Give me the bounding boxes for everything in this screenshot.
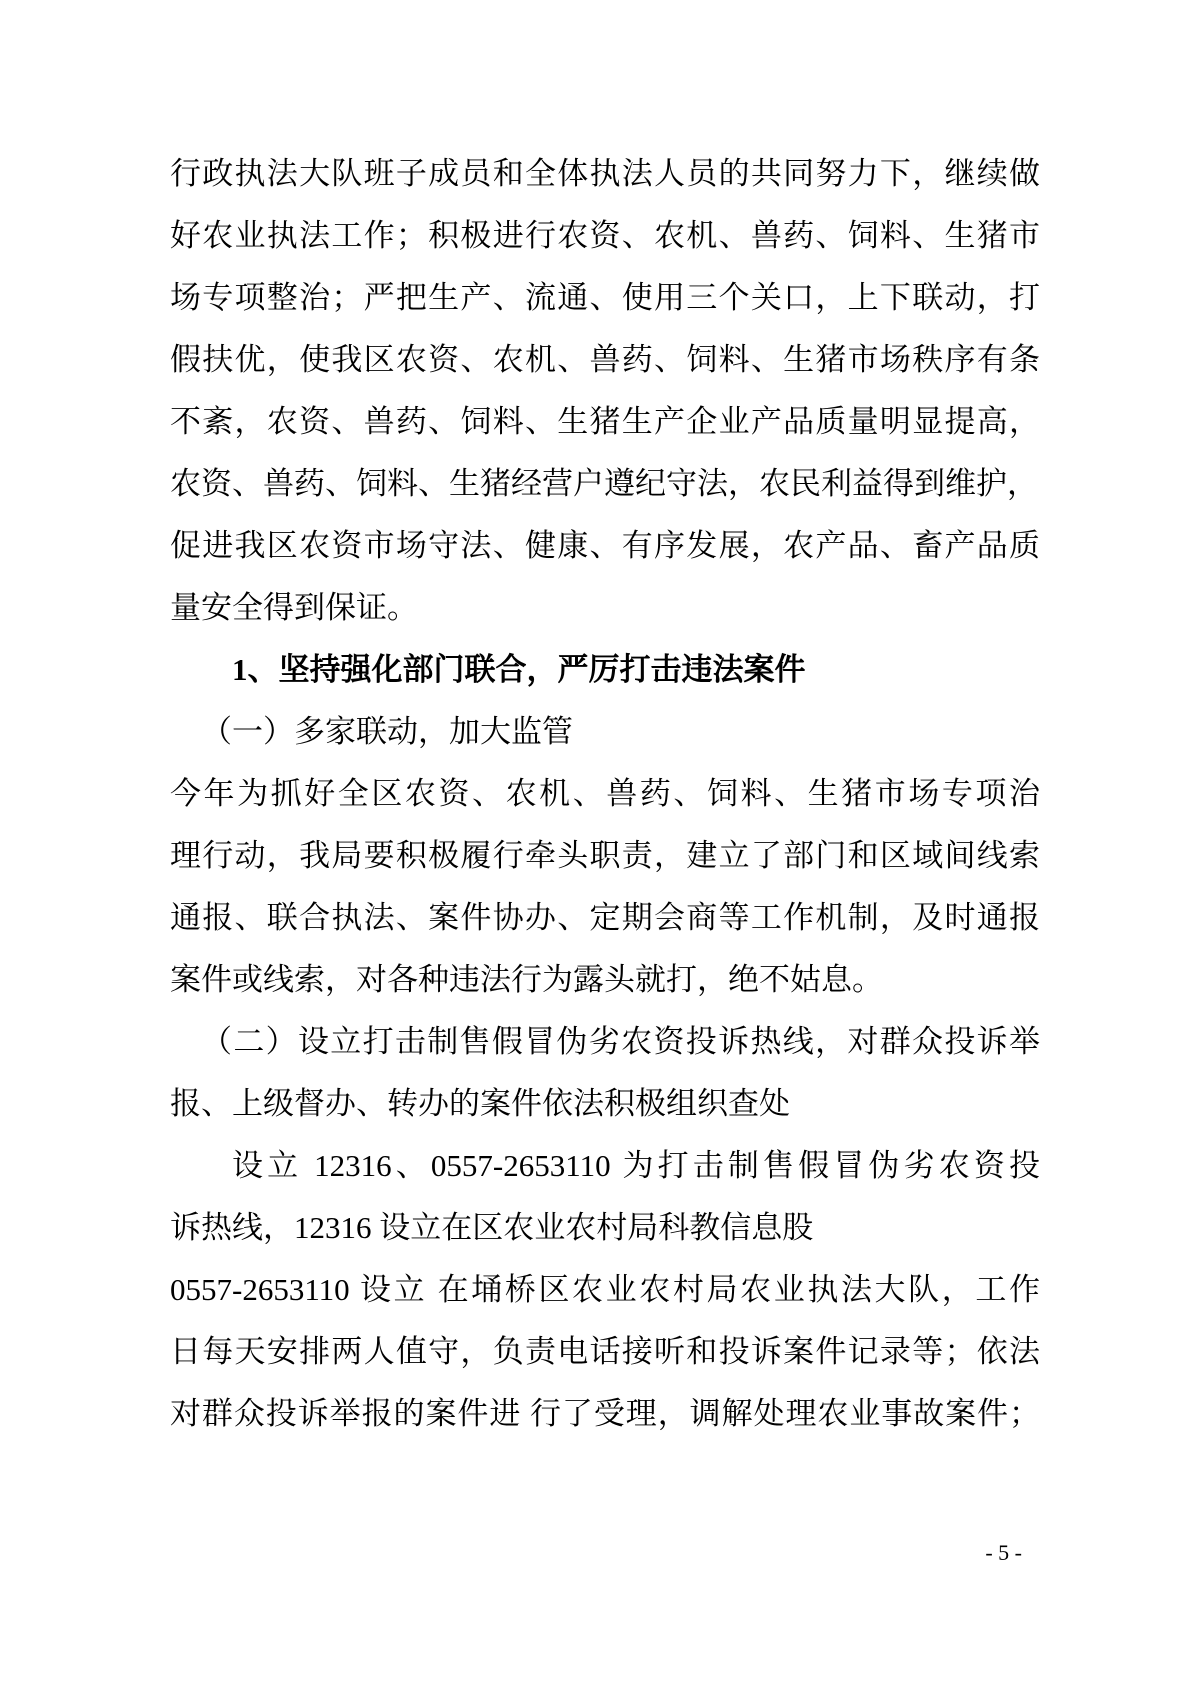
text-line: 今年为抓好全区农资、农机、兽药、饲料、生猪市场专项治 [170, 776, 1040, 811]
document-body [170, 143, 1040, 1445]
text-line: 好农业执法工作；积极进行农资、农机、兽药、饲料、生猪市 [170, 218, 1040, 253]
text-line: 报、上级督办、转办的案件依法积极组织查处 [170, 1086, 790, 1121]
section-heading: 1、坚持强化部门联合，严厉打击违法案件 [232, 652, 806, 687]
text-line: 0557-2653110 设立 在埇桥区农业农村局农业执法大队，工作 [170, 1272, 1040, 1307]
text-line: 不紊，农资、兽药、饲料、生猪生产企业产品质量明显提高， [170, 404, 1040, 439]
text-line: 场专项整治；严把生产、流通、使用三个关口，上下联动，打 [170, 280, 1040, 315]
text-line: 日每天安排两人值守，负责电话接听和投诉案件记录等；依法 [170, 1334, 1040, 1369]
text-line: 对群众投诉举报的案件进 行了受理，调解处理农业事故案件； [170, 1396, 1040, 1431]
text-line: 诉热线，12316 设立在区农业农村局科教信息股 [170, 1210, 814, 1245]
text-line: 假扶优，使我区农资、农机、兽药、饲料、生猪市场秩序有条 [170, 342, 1040, 377]
text-line: 促进我区农资市场守法、健康、有序发展，农产品、畜产品质 [170, 528, 1040, 563]
text-line: 案件或线索，对各种违法行为露头就打，绝不姑息。 [170, 962, 883, 997]
text-line: 理行动，我局要积极履行牵头职责，建立了部门和区域间线索 [170, 838, 1040, 873]
text-line: 行政执法大队班子成员和全体执法人员的共同努力下，继续做 [170, 156, 1040, 191]
text-line: （二）设立打击制售假冒伪劣农资投诉热线，对群众投诉举 [201, 1024, 1040, 1059]
text-line: （一）多家联动，加大监管 [201, 714, 573, 749]
text-line: 量安全得到保证。 [170, 590, 418, 625]
text-line: 通报、联合执法、案件协办、定期会商等工作机制，及时通报 [170, 900, 1040, 935]
text-line: 农资、兽药、饲料、生猪经营户遵纪守法，农民利益得到维护， [170, 466, 1038, 501]
page-number: - 5 - [985, 1540, 1022, 1565]
text-line: 设立 12316、0557-2653110 为打击制售假冒伪劣农资投 [232, 1148, 1040, 1183]
